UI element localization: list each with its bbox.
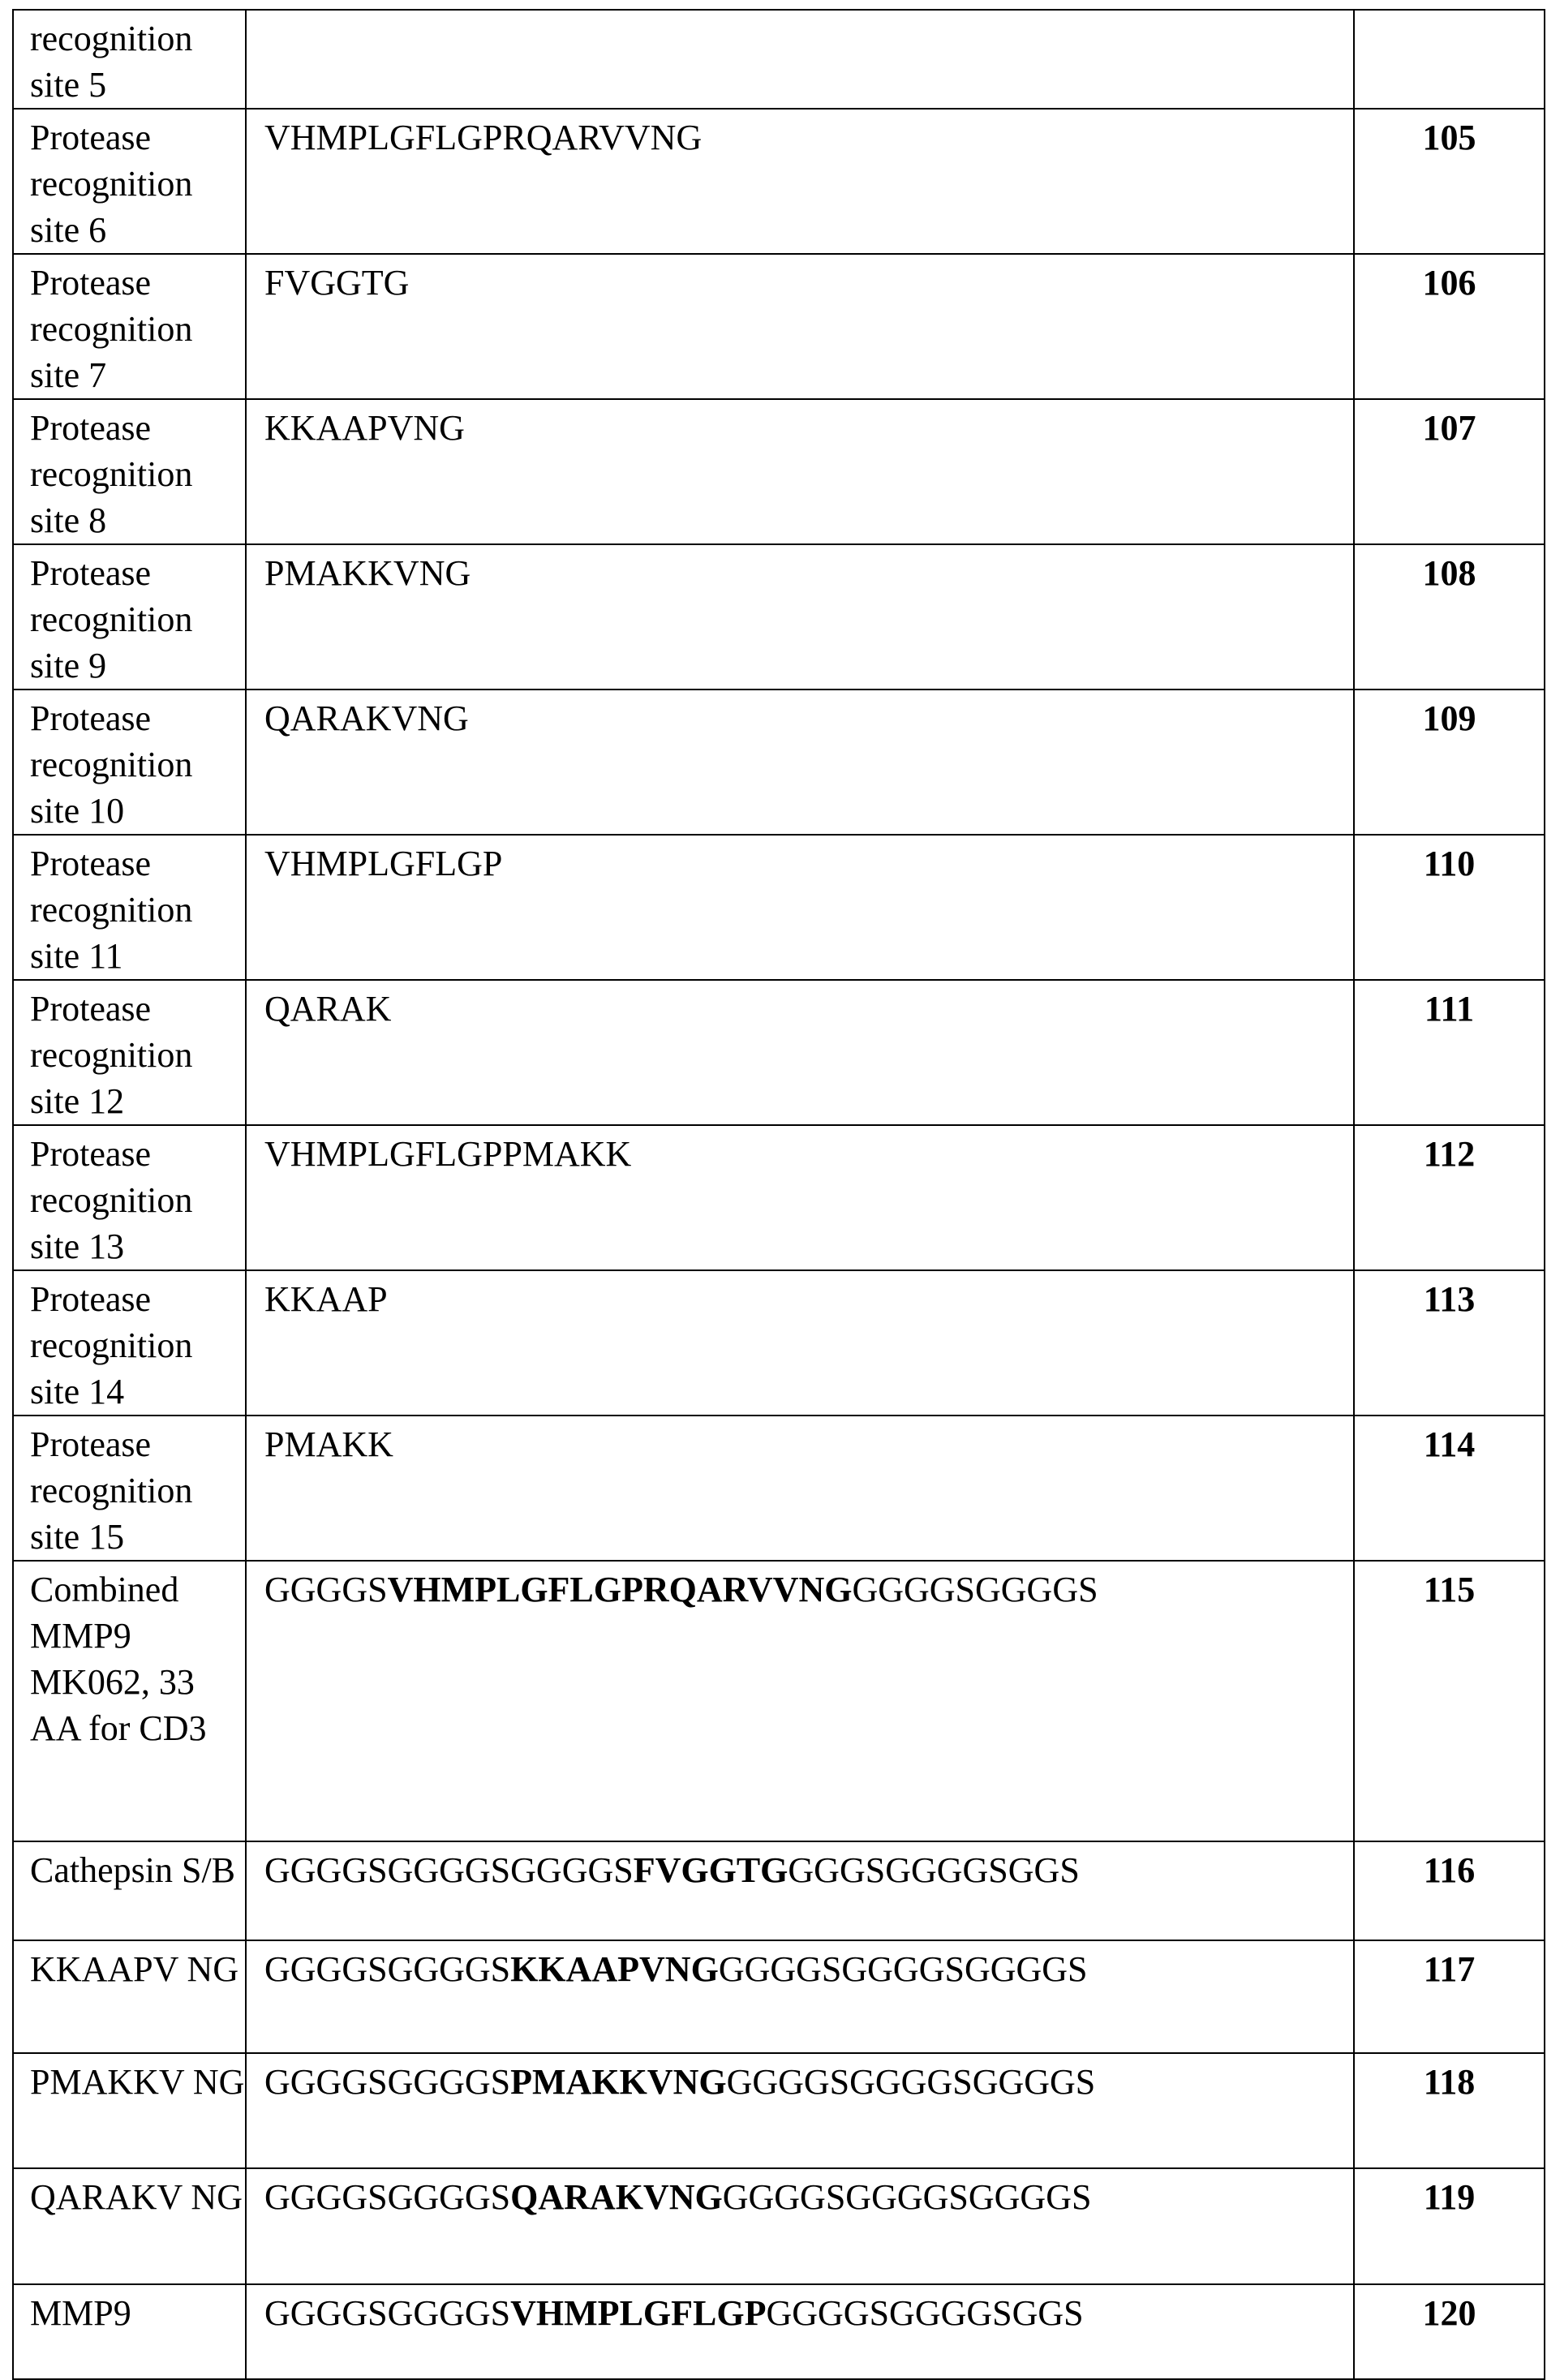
sequence-plain: GGGGSGGGGS [264, 2062, 510, 2102]
table-row [13, 1841, 1545, 1940]
seq-id-number: 109 [1354, 690, 1545, 835]
table-row [13, 10, 1545, 109]
sequence-plain: GGGGSGGGGS [264, 2177, 510, 2217]
table-row [13, 399, 1545, 544]
sequence [246, 109, 1354, 254]
sequence [246, 690, 1354, 835]
seq-id-number: 114 [1354, 1416, 1545, 1561]
seq-id-number: 118 [1354, 2053, 1545, 2168]
table-row [13, 1940, 1545, 2053]
sequence [246, 1416, 1354, 1561]
sequence [246, 1270, 1354, 1416]
sequence [246, 1561, 1354, 1841]
sequence-bold: VHMPLGFLGPRQARVVNG [388, 1570, 853, 1609]
seq-id-number: 105 [1354, 109, 1545, 254]
sequence-plain: QARAKVNG [264, 698, 469, 738]
sequence-plain: PMAKKVNG [264, 553, 471, 593]
site-name: recognition site 5 [13, 10, 246, 109]
seq-id-number: 108 [1354, 544, 1545, 690]
sequence-plain: KKAAP [264, 1279, 388, 1319]
seq-id-number: 111 [1354, 980, 1545, 1125]
sequence [246, 1940, 1354, 2053]
table-row [13, 2168, 1545, 2284]
sequence [246, 2053, 1354, 2168]
sequence [246, 980, 1354, 1125]
sequence [246, 835, 1354, 980]
site-name: Protease recognition site 11 [13, 835, 246, 980]
sequence-plain-suffix: GGGGSGGGGSGGGGS [719, 1949, 1088, 1989]
sequence-plain-suffix: GGGGSGGGGSGGS [766, 2293, 1083, 2333]
site-name: QARAKV NG [13, 2168, 246, 2284]
table-row [13, 109, 1545, 254]
site-name: KKAAPV NG [13, 1940, 246, 2053]
sequence-plain: KKAAPVNG [264, 408, 465, 448]
sequence-plain-suffix: GGGGSGGGGS [852, 1570, 1098, 1609]
table-row [13, 1270, 1545, 1416]
table-row [13, 1416, 1545, 1561]
table-row [13, 690, 1545, 835]
sequence-plain: VHMPLGFLGP [264, 844, 502, 883]
table-row [13, 544, 1545, 690]
seq-id-number: 119 [1354, 2168, 1545, 2284]
table-row [13, 1561, 1545, 1841]
sequence-bold: PMAKKVNG [510, 2062, 726, 2102]
seq-id-number: 106 [1354, 254, 1545, 399]
sequence-plain: GGGGSGGGGSGGGGS [264, 1850, 634, 1890]
site-name: Protease recognition site 9 [13, 544, 246, 690]
site-name: Protease recognition site 14 [13, 1270, 246, 1416]
sequence [246, 1125, 1354, 1270]
table-row [13, 1125, 1545, 1270]
site-name: PMAKKV NG [13, 2053, 246, 2168]
site-name: Protease recognition site 10 [13, 690, 246, 835]
sequence-plain-suffix: GGGGSGGGGSGGGGS [723, 2177, 1092, 2217]
site-name: MMP9 [13, 2284, 246, 2379]
table-row [13, 2053, 1545, 2168]
sequence-plain: GGGGS [264, 1570, 388, 1609]
seq-id-number: 112 [1354, 1125, 1545, 1270]
seq-id-number: 107 [1354, 399, 1545, 544]
seq-id-number: 115 [1354, 1561, 1545, 1841]
sequence-plain: FVGGTG [264, 263, 409, 303]
site-name: Combined MMP9 MK062, 33 AA for CD3 [13, 1561, 246, 1841]
table-row [13, 980, 1545, 1125]
sequence-bold: VHMPLGFLGP [510, 2293, 766, 2333]
site-name: Protease recognition site 8 [13, 399, 246, 544]
sequence [246, 2284, 1354, 2379]
sequence-table [12, 9, 1545, 2380]
sequence-plain: GGGGSGGGGS [264, 2293, 510, 2333]
sequence [246, 2168, 1354, 2284]
seq-id-number: 113 [1354, 1270, 1545, 1416]
sequence-plain: VHMPLGFLGPRQARVVNG [264, 118, 702, 157]
table-row [13, 254, 1545, 399]
site-name: Protease recognition site 12 [13, 980, 246, 1125]
site-name: Cathepsin S/B [13, 1841, 246, 1940]
site-name: Protease recognition site 6 [13, 109, 246, 254]
sequence [246, 254, 1354, 399]
seq-id-number: 120 [1354, 2284, 1545, 2379]
seq-id-number: 117 [1354, 1940, 1545, 2053]
table-row [13, 2284, 1545, 2379]
seq-id-number: 110 [1354, 835, 1545, 980]
sequence-table-body [13, 10, 1545, 2379]
site-name: Protease recognition site 13 [13, 1125, 246, 1270]
sequence-bold: KKAAPVNG [510, 1949, 719, 1989]
sequence-plain-suffix: GGGGSGGGGSGGGGS [727, 2062, 1096, 2102]
sequence [246, 399, 1354, 544]
sequence [246, 1841, 1354, 1940]
sequence-plain-suffix: GGGSGGGGSGGS [788, 1850, 1079, 1890]
site-name: Protease recognition site 7 [13, 254, 246, 399]
sequence-plain: PMAKK [264, 1424, 393, 1464]
sequence-plain: QARAK [264, 989, 391, 1029]
seq-id-number: 116 [1354, 1841, 1545, 1940]
table-row [13, 835, 1545, 980]
sequence [246, 544, 1354, 690]
sequence-plain: VHMPLGFLGPPMAKK [264, 1134, 631, 1174]
sequence-bold: FVGGTG [634, 1850, 789, 1890]
seq-id-number [1354, 10, 1545, 109]
sequence-bold: QARAKVNG [510, 2177, 723, 2217]
sequence-plain: GGGGSGGGGS [264, 1949, 510, 1989]
sequence [246, 10, 1354, 109]
site-name: Protease recognition site 15 [13, 1416, 246, 1561]
